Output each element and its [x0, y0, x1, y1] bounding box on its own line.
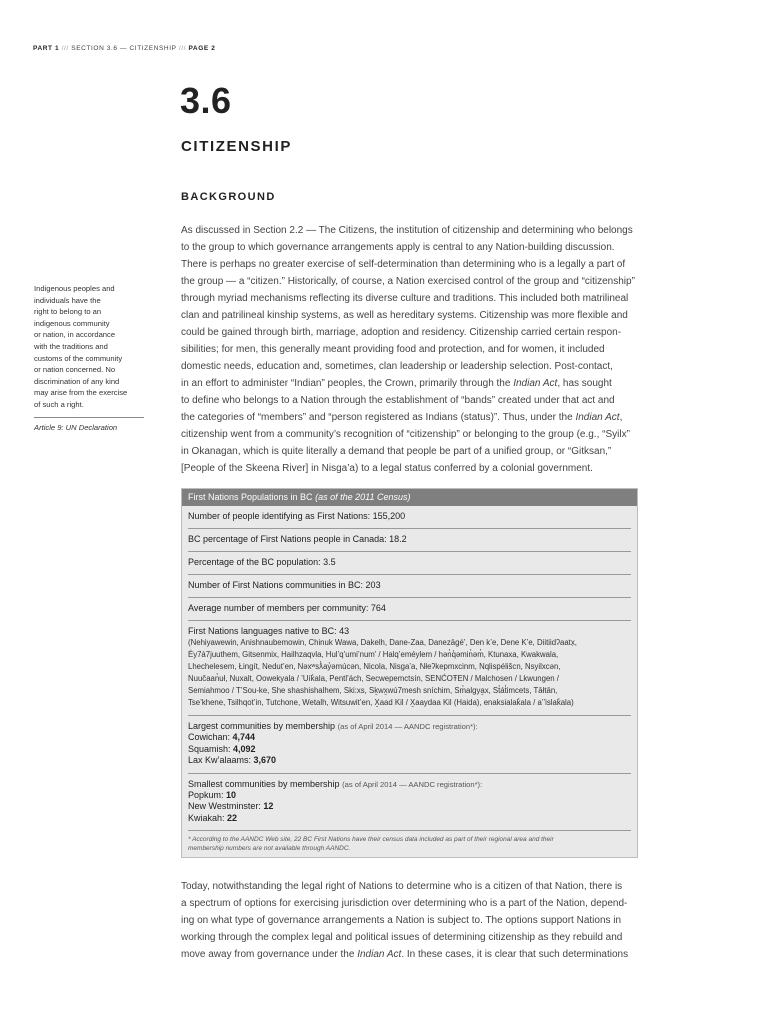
fact-row-label: Number of people identifying as First Nations: 155,200	[188, 511, 406, 521]
facts-box-header	[182, 489, 637, 506]
fact-row	[188, 575, 631, 598]
paragraph-line: working through the complex legal and political issues of determining citizenship as they rebuild and	[181, 932, 623, 943]
running-head-separator: ///	[61, 45, 69, 52]
community-count: 12	[263, 801, 274, 811]
community-item	[188, 790, 631, 802]
paragraph-line: to the group to which governance arrangements apply is central to any Nation-building discussion.	[181, 242, 615, 253]
sidenote-line: discrimination of any kind	[34, 376, 120, 386]
subheading-background: BACKGROUND	[181, 191, 276, 203]
sidenote-line: may arise from the exercise	[34, 388, 128, 398]
fact-row-label: Average number of members per community: 764	[188, 603, 386, 613]
community-name: Lax Kw’alaams:	[188, 755, 254, 765]
facts-box	[181, 488, 638, 858]
italic-title: Indian Act	[357, 949, 402, 960]
community-item	[188, 755, 631, 767]
sidenote-line: indigenous community	[34, 318, 110, 328]
section-number: 3.6	[180, 80, 232, 121]
paragraph-line: ing on what type of governance arrangements a Nation is subject to. The options support Nations in	[181, 915, 622, 926]
paragraph-line: sibilities; for men, this generally meant providing food and protection, and for women, it included	[181, 344, 605, 355]
text-run: . In these cases, it is clear that such determinations	[401, 949, 629, 960]
sidenote-line: with the traditions and	[34, 341, 108, 351]
body-paragraph-1	[181, 222, 681, 477]
language-line: (Nehiyawewin, Anishnaubemowin, Chinuk Wawa, Dakelh, Dane-Zaa, Danezāgé’, Den k’e, Dene K’e, Diitiidʔaatx̣,	[188, 638, 577, 647]
paragraph-line: As discussed in Section 2.2 — The Citizens, the institution of citizenship and determining who belongs	[181, 225, 633, 236]
community-name: Popkum:	[188, 789, 227, 800]
facts-box-title-note: (as of the 2011 Census)	[315, 492, 411, 502]
largest-communities-list	[188, 732, 631, 767]
community-count: 22	[227, 812, 238, 823]
community-name: New Westminster:	[188, 801, 264, 811]
italic-title: Indian Act	[513, 378, 558, 389]
paragraph-line: the group — a “citizen.” Historically, of course, a Nation exercised control of the group and “citizenship”	[181, 276, 635, 287]
text-run: in an effort to administer “Indian” peoples, the Crown, primarily through the	[181, 378, 514, 389]
italic-title: Indian Act	[575, 412, 620, 423]
section-title: CITIZENSHIP	[181, 138, 292, 155]
fact-row-label: BC percentage of First Nations people in Canada: 18.2	[188, 534, 407, 544]
language-line: Nuučaan̓uł, Nuxalt, Oowekyala / ’Uík̓ala, Pentl’ách, Secwepemctsín, SENĆOŦEN / Malchosen / Lkwungen /	[188, 674, 559, 683]
paragraph-line: [People of the Skeena River] in Nisga’a) to a legal status conferred by a colonial government.	[181, 463, 593, 474]
facts-box-body	[182, 506, 637, 853]
sidenote-quote	[34, 283, 144, 433]
paragraph-line: citizenship went from a community’s recognition of “citizenship” or belonging to the group (e.g., “Syilx”	[181, 429, 630, 440]
fact-row	[188, 529, 631, 552]
paragraph-line: a spectrum of options for exercising jurisdiction over determining who is a part of the Nation, depend-	[181, 898, 628, 909]
community-name: Kwiakah:	[188, 812, 228, 823]
text-run: move away from governance under the	[181, 949, 358, 960]
language-line: Semiahmoo / T’Sou-ke, She shashishalhem, Ski:xs, Sḵwx̱wú7mesh sníchim, Sm̓algya̱x, St̓át̓imcets, Tāłtān,	[188, 686, 558, 695]
running-head	[33, 45, 215, 52]
community-item	[188, 801, 631, 813]
languages-row	[188, 621, 631, 716]
facts-box-title: First Nations Populations in BC	[188, 492, 313, 502]
fact-row	[188, 552, 631, 575]
smallest-communities-note: (as of April 2014 — AANDC registration*):	[342, 779, 483, 789]
languages-list	[188, 637, 631, 709]
paragraph-line: clan and patrilineal kinship systems, as well as hereditary systems. Citizenship was more flexible and	[181, 310, 628, 321]
language-line: Lhechelesem, Łingít, Nedut’en, Nəxʷsƛ̓ay̓əmúcən, Nicola, Nisga’a, Nłeʔkepmxcinm, Nqlispélišcn, Nsyilxcən,	[188, 662, 561, 671]
largest-communities-row	[188, 716, 631, 774]
footnote-line: membership numbers are not available through AANDC.	[188, 845, 351, 852]
community-count: 4,092	[233, 743, 256, 754]
text-run: the categories of “members” and “person registered as Indians (status)”. Thus, under the	[181, 412, 576, 423]
sidenote-line: or nation concerned. No	[34, 365, 116, 375]
sidenote-line: customs of the community	[34, 353, 123, 363]
fact-row	[188, 506, 631, 529]
facts-box-footnote	[188, 831, 631, 853]
paragraph-line	[181, 946, 681, 963]
paragraph-line	[181, 375, 681, 392]
language-line: Éy7á7juuthem, Gitsenmiх, Hailhzaqvla, Hul’q’umi’num’ / Halq’eméylem / hən̓q̓əmin̓əm̓, Ktunaxa, Kwakwala,	[188, 650, 559, 659]
fact-row-label: Number of First Nations communities in BC: 203	[188, 580, 381, 590]
paragraph-line: in Okanagan, which is quite literally a demand that people be part of a unified group, or “Gitksan,”	[181, 446, 612, 457]
community-count: 3,670	[253, 755, 277, 765]
languages-title: First Nations languages native to BC: 43	[188, 626, 350, 636]
largest-communities-note: (as of April 2014 — AANDC registration*):	[337, 722, 478, 731]
paragraph-line: There is perhaps no greater exercise of self-determination than determining who is a legally a part of	[181, 259, 626, 270]
body-paragraph-2	[181, 878, 681, 963]
footnote-line: * According to the AANDC Web site, 22 BC First Nations have their census data included as part of their regional area and their	[188, 836, 554, 843]
community-count: 10	[226, 789, 237, 800]
sidenote-line: Indigenous peoples and	[34, 284, 115, 293]
running-head-separator: ///	[178, 45, 187, 52]
paragraph-line: through myriad mechanisms reflecting its diverse culture and traditions. This included both matrilineal	[181, 293, 629, 304]
running-head-part: PART 1	[33, 45, 60, 52]
text-run: ,	[619, 412, 623, 423]
sidenote-line: right to belong to an	[34, 307, 102, 317]
sidenote-line: of such a right.	[34, 399, 84, 409]
community-item	[188, 813, 631, 825]
fact-row-label: Percentage of the BC population: 3.5	[188, 557, 336, 567]
smallest-communities-row	[188, 774, 631, 832]
running-head-page: PAGE 2	[188, 45, 216, 52]
community-name: Cowichan:	[188, 732, 233, 742]
sidenote-line: or nation, in accordance	[34, 330, 116, 340]
smallest-communities-list	[188, 790, 631, 825]
paragraph-line: Today, notwithstanding the legal right of Nations to determine who is a citizen of that Nation, there is	[181, 881, 623, 892]
community-item	[188, 732, 631, 744]
community-item	[188, 744, 631, 756]
community-name: Squamish:	[188, 743, 234, 754]
sidenote-divider	[34, 417, 144, 418]
paragraph-line: could be gained through birth, marriage, adoption and residency. Citizenship carried certain respon-	[181, 327, 622, 338]
text-run: , has sought	[557, 378, 612, 389]
smallest-communities-title: Smallest communities by membership	[188, 778, 340, 789]
running-head-section: SECTION 3.6 — CITIZENSHIP	[71, 45, 177, 52]
sidenote-text	[34, 283, 144, 411]
sidenote-line: individuals have the	[34, 295, 101, 305]
language-line: Tse’khene, Tsilhqot’in, Tutchone, Wetalh, Witsuwit’en, X̱aad Kil / X̱aaydaa Kil (Haida), enaksialak̓ala / a’’islak̓ala)	[188, 698, 574, 707]
largest-communities-title: Largest communities by membership	[188, 721, 336, 731]
paragraph-line: to define who belongs to a Nation through the establishment of “bands” created under that act and	[181, 395, 615, 406]
fact-row	[188, 598, 631, 621]
paragraph-line: domestic needs, education and, sometimes, clan leadership or leadership selection. Post-contact,	[181, 361, 613, 372]
community-count: 4,744	[232, 732, 256, 742]
sidenote-citation: Article 9: UN Declaration	[34, 422, 118, 432]
paragraph-line	[181, 409, 681, 426]
